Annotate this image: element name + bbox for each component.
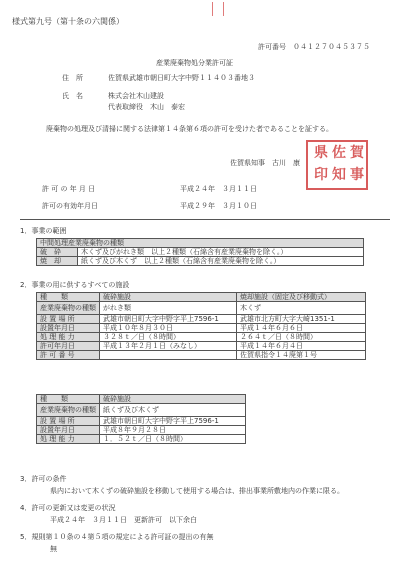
facility-header-cell: 破砕施設 xyxy=(100,293,237,302)
facility-row-label: 許 可 番 号 xyxy=(37,351,100,360)
name-label: 氏 名 xyxy=(62,92,83,100)
facility-cell: 佐賀県指令１４廃第１号 xyxy=(237,351,366,360)
top-seal-mark xyxy=(212,2,224,16)
facility-cell: がれき類 xyxy=(100,302,237,315)
facility-row-label: 設 置 場 所 xyxy=(37,417,100,426)
document-title: 産業廃棄物処分業許可証 xyxy=(156,59,233,67)
seal-char: 賀 xyxy=(350,145,364,161)
issuer-name: 佐賀県知事 古川 康 xyxy=(230,159,300,167)
seal-char: 県 xyxy=(314,145,328,161)
facility-cell: 木くず xyxy=(237,302,366,315)
seal-char: 佐 xyxy=(332,145,346,161)
section5-text: 無 xyxy=(50,545,57,553)
facility-header-cell: 種 類 xyxy=(37,395,100,404)
representative-name: 代表取締役 木山 泰宏 xyxy=(108,103,185,111)
business-scope-table xyxy=(36,238,364,266)
facility-row-label: 処 理 能 力 xyxy=(37,333,100,342)
facility-table-1 xyxy=(36,292,366,360)
facility-cell: １．５２ｔ／日（８時間） xyxy=(100,435,246,444)
facility-cell: 武雄市北方町大字大崎1351-1 xyxy=(237,315,366,324)
scope-label: 破 砕 xyxy=(37,248,78,257)
seal-char: 知 xyxy=(332,167,346,183)
divider xyxy=(20,219,390,220)
facility-cell xyxy=(100,351,237,360)
facility-cell: 武雄市朝日町大字中野字平上7596-1 xyxy=(100,417,246,426)
issued-date-value: 平成２４年 ３月１１日 xyxy=(180,185,257,193)
scope-header: 中間処理産業廃棄物の種類 xyxy=(37,239,364,248)
section3-title: 3．許可の条件 xyxy=(20,475,67,483)
section4-text: 平成２４年 ３月１１日 更新許可 以下余白 xyxy=(50,516,197,524)
facility-cell: 平成１４年６月４日 xyxy=(237,342,366,351)
permit-number: 許可番号 ０４１２７０４５３７５ xyxy=(258,43,370,51)
facility-cell: 武雄市朝日町大字中野字平上7596-1 xyxy=(100,315,237,324)
seal-char: 印 xyxy=(314,167,328,183)
scope-label: 焼 却 xyxy=(37,257,78,266)
address-label: 住 所 xyxy=(62,74,83,82)
facility-row-label: 設置年月日 xyxy=(37,324,100,333)
facility-cell: 紙くず及び木くず xyxy=(100,404,246,417)
expiry-date-value: 平成２９年 ３月１０日 xyxy=(180,202,257,210)
facility-header-cell: 種 類 xyxy=(37,293,100,302)
scope-value: 木くず及びがれき類 以上２種類（石綿含有産業廃棄物を除く。） xyxy=(78,248,364,257)
facility-cell: ２６４ｔ／日（８時間） xyxy=(237,333,366,342)
facility-table-2 xyxy=(36,394,246,444)
seal-char: 事 xyxy=(350,167,364,183)
facility-header-cell: 破砕施設 xyxy=(100,395,246,404)
form-title: 様式第九号（第十条の六関係） xyxy=(12,17,124,26)
section5-title: 5．規則第１０条の４第５項の規定による許可証の提出の有無 xyxy=(20,533,214,541)
facility-cell: ３２８ｔ／日（８時間） xyxy=(100,333,237,342)
facility-header-cell: 焼却施設（固定及び移動式） xyxy=(237,293,366,302)
scope-value: 紙くず及び木くず 以上２種類（石綿含有産業廃棄物を除く。） xyxy=(78,257,364,266)
governor-seal xyxy=(306,140,368,190)
facility-row-label: 設置年月日 xyxy=(37,426,100,435)
facility-cell: 平成１４年６月６日 xyxy=(237,324,366,333)
section3-text: 県内において木くずの破砕施設を移動して使用する場合は、排出事業所敷地内の作業に限る。 xyxy=(50,487,344,495)
section1-title: 1．事業の範囲 xyxy=(20,227,67,235)
facility-row-label: 許可年月日 xyxy=(37,342,100,351)
facility-row-label: 設 置 場 所 xyxy=(37,315,100,324)
address-value: 佐賀県武雄市朝日町大字中野１１４０３番地３ xyxy=(108,74,255,82)
facility-row-label: 産業廃棄物の種類 xyxy=(37,302,100,315)
company-name: 株式会社木山建設 xyxy=(108,92,164,100)
facility-cell: 平成１３年２月１日（みなし） xyxy=(100,342,237,351)
expiry-date-label: 許可の有効年月日 xyxy=(42,202,98,210)
issued-date-label: 許 可 の 年 月 日 xyxy=(42,185,96,193)
facility-row-label: 処 理 能 力 xyxy=(37,435,100,444)
facility-cell: 平成１０年８月３０日 xyxy=(100,324,237,333)
section4-title: 4．許可の更新又は変更の状況 xyxy=(20,504,116,512)
facility-row-label: 産業廃棄物の種類 xyxy=(37,404,100,417)
facility-cell: 平成８年９月２８日 xyxy=(100,426,246,435)
certify-text: 廃棄物の処理及び清掃に関する法律第１４条第６項の許可を受けた者であることを証する。 xyxy=(46,125,333,133)
section2-title: 2．事業の用に供するすべての施設 xyxy=(20,281,130,289)
